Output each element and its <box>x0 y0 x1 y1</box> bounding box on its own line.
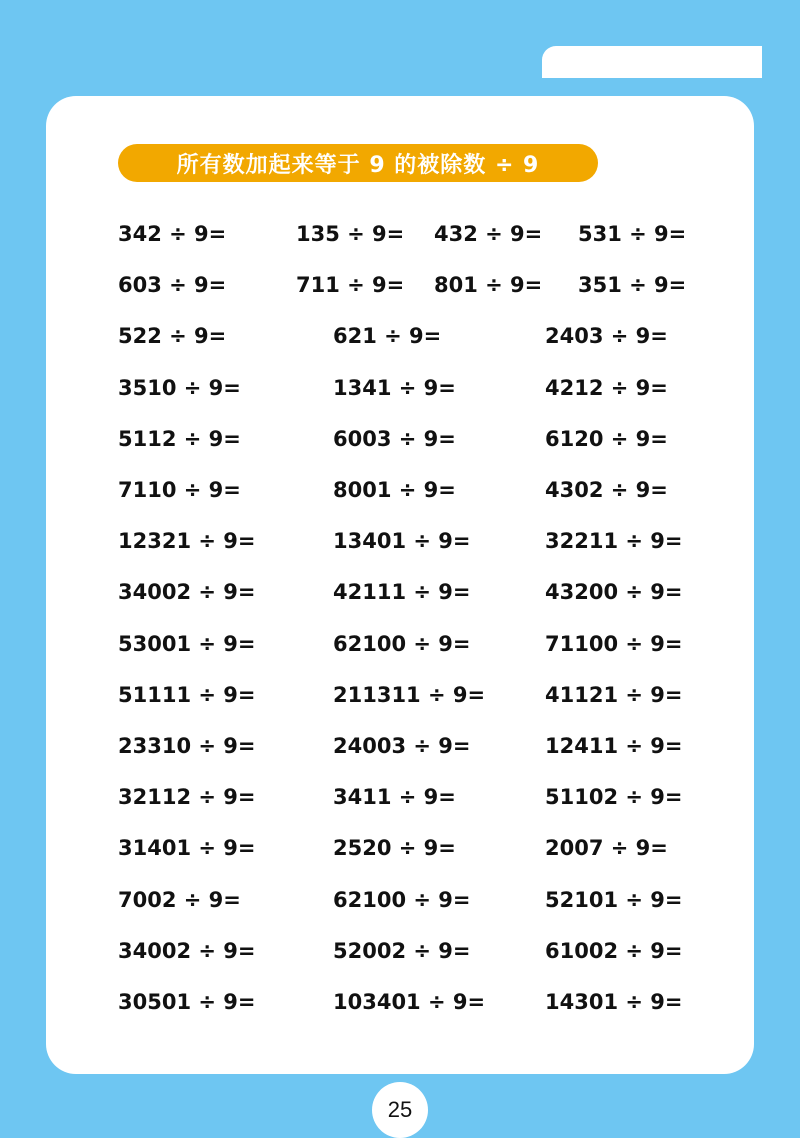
division-problem: 52101 ÷ 9= <box>545 887 683 912</box>
division-problem: 432 ÷ 9= <box>434 222 543 246</box>
division-problem: 42111 ÷ 9= <box>333 580 471 605</box>
division-problem: 351 ÷ 9= <box>578 273 687 298</box>
page-number-badge <box>372 1082 428 1138</box>
division-problem: 51111 ÷ 9= <box>118 682 256 707</box>
division-problem: 12321 ÷ 9= <box>118 529 256 554</box>
division-problem: 62100 ÷ 9= <box>333 887 471 912</box>
division-problem: 6120 ÷ 9= <box>545 426 668 451</box>
division-problem: 3510 ÷ 9= <box>118 375 241 400</box>
division-problem: 13401 ÷ 9= <box>333 529 471 554</box>
division-problem: 8001 ÷ 9= <box>333 478 456 502</box>
division-problem: 14301 ÷ 9= <box>545 990 683 1014</box>
page-number: 25 <box>387 1097 413 1122</box>
division-problem: 53001 ÷ 9= <box>118 631 256 656</box>
division-problem: 135 ÷ 9= <box>296 222 405 246</box>
division-problem: 71100 ÷ 9= <box>545 631 683 656</box>
division-problem: 51102 ÷ 9= <box>545 785 683 810</box>
division-problem: 1341 ÷ 9= <box>333 375 456 400</box>
division-problem: 5112 ÷ 9= <box>118 426 241 451</box>
division-problem: 531 ÷ 9= <box>578 222 687 246</box>
division-problem: 61002 ÷ 9= <box>545 938 683 963</box>
worksheet-title-banner <box>118 144 598 182</box>
division-problem: 52002 ÷ 9= <box>333 938 471 963</box>
division-problem: 103401 ÷ 9= <box>333 990 486 1014</box>
division-problem: 34002 ÷ 9= <box>118 938 256 963</box>
division-problem: 24003 ÷ 9= <box>333 734 471 758</box>
division-problem: 31401 ÷ 9= <box>118 836 256 861</box>
division-problem: 43200 ÷ 9= <box>545 580 683 605</box>
top-tab-decoration <box>542 46 762 78</box>
division-problem: 2520 ÷ 9= <box>333 836 456 861</box>
worksheet-title: 所有数加起来等于 9 的被除数 ÷ 9 <box>176 152 540 178</box>
division-problem: 34002 ÷ 9= <box>118 580 256 605</box>
division-problem: 23310 ÷ 9= <box>118 734 256 758</box>
division-problem: 2403 ÷ 9= <box>545 324 668 349</box>
division-problem: 4302 ÷ 9= <box>545 478 668 502</box>
division-problem: 603 ÷ 9= <box>118 273 227 298</box>
division-problem: 2007 ÷ 9= <box>545 836 668 861</box>
division-problem: 621 ÷ 9= <box>333 324 442 349</box>
division-problem: 41121 ÷ 9= <box>545 682 683 707</box>
division-problem: 6003 ÷ 9= <box>333 426 456 451</box>
division-problem: 711 ÷ 9= <box>296 273 405 298</box>
division-problem: 7002 ÷ 9= <box>118 887 241 912</box>
division-problem: 30501 ÷ 9= <box>118 990 256 1014</box>
division-problem: 32112 ÷ 9= <box>118 785 256 810</box>
division-problem: 62100 ÷ 9= <box>333 631 471 656</box>
division-problem: 342 ÷ 9= <box>118 222 227 246</box>
division-problem: 4212 ÷ 9= <box>545 375 668 400</box>
division-problem: 522 ÷ 9= <box>118 324 227 349</box>
division-problem: 12411 ÷ 9= <box>545 734 683 758</box>
division-problem: 211311 ÷ 9= <box>333 682 486 707</box>
division-problem: 801 ÷ 9= <box>434 273 543 298</box>
division-problem: 3411 ÷ 9= <box>333 785 456 810</box>
division-problem: 32211 ÷ 9= <box>545 529 683 554</box>
division-problem: 7110 ÷ 9= <box>118 478 241 502</box>
